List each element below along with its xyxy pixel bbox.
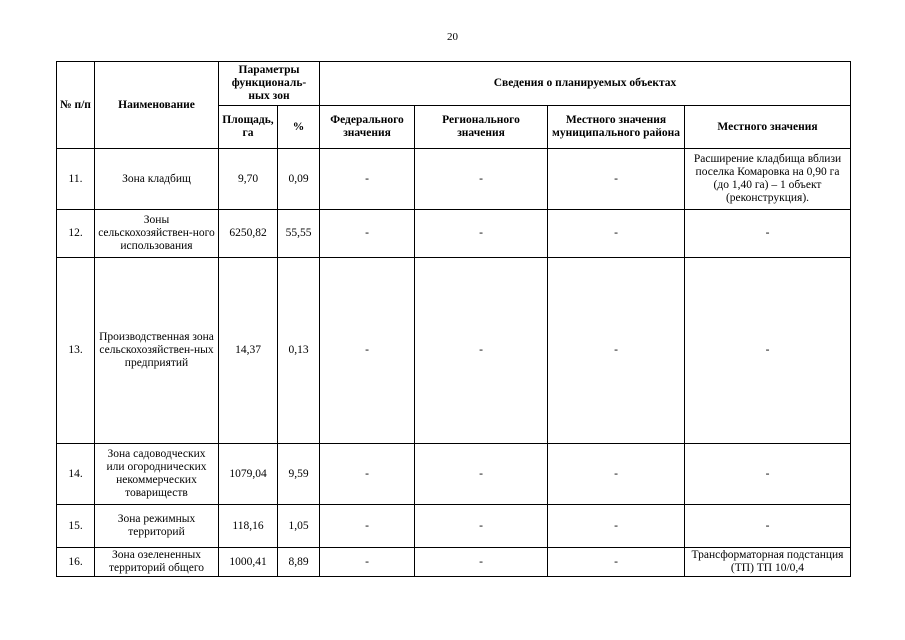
cell-percent: 1,05 bbox=[278, 505, 320, 548]
cell-local: Трансформаторная подстанция (ТП) ТП 10/0,4 bbox=[685, 548, 851, 577]
cell-local: - bbox=[685, 505, 851, 548]
cell-area: 14,37 bbox=[219, 258, 278, 444]
cell-area: 1079,04 bbox=[219, 444, 278, 505]
cell-regional: - bbox=[415, 210, 548, 258]
cell-percent: 0,09 bbox=[278, 149, 320, 210]
cell-municipal: - bbox=[548, 505, 685, 548]
header-municipal: Местного значения муниципального района bbox=[548, 106, 685, 149]
cell-federal: - bbox=[320, 258, 415, 444]
cell-area: 6250,82 bbox=[219, 210, 278, 258]
cell-name: Зона кладбищ bbox=[95, 149, 219, 210]
header-federal: Федерального значения bbox=[320, 106, 415, 149]
cell-federal: - bbox=[320, 210, 415, 258]
cell-num: 16. bbox=[57, 548, 95, 577]
table-row bbox=[57, 548, 851, 577]
cell-municipal: - bbox=[548, 258, 685, 444]
table-row bbox=[57, 149, 851, 210]
cell-num: 13. bbox=[57, 258, 95, 444]
cell-percent: 55,55 bbox=[278, 210, 320, 258]
cell-percent: 8,89 bbox=[278, 548, 320, 577]
cell-local: - bbox=[685, 210, 851, 258]
cell-federal: - bbox=[320, 505, 415, 548]
cell-num: 12. bbox=[57, 210, 95, 258]
cell-regional: - bbox=[415, 548, 548, 577]
header-name: Наименование bbox=[95, 62, 219, 149]
page-number: 20 bbox=[447, 31, 458, 43]
header-planned-objects: Сведения о планируемых объектах bbox=[320, 62, 851, 106]
cell-name: Зона режимных территорий bbox=[95, 505, 219, 548]
cell-regional: - bbox=[415, 444, 548, 505]
cell-name: Производственная зона сельскохозяйствен-ных предприятий bbox=[95, 258, 219, 444]
cell-name: Зоны сельскохозяйствен-ного использования bbox=[95, 210, 219, 258]
cell-local: - bbox=[685, 444, 851, 505]
cell-num: 15. bbox=[57, 505, 95, 548]
cell-num: 14. bbox=[57, 444, 95, 505]
cell-federal: - bbox=[320, 444, 415, 505]
cell-name: Зона садоводческих или огороднических некоммерческих товариществ bbox=[95, 444, 219, 505]
cell-percent: 0,13 bbox=[278, 258, 320, 444]
cell-regional: - bbox=[415, 149, 548, 210]
cell-local: Расширение кладбища вблизи поселка Комаровка на 0,90 га (до 1,40 га) – 1 объект (реконструкция). bbox=[685, 149, 851, 210]
cell-area: 118,16 bbox=[219, 505, 278, 548]
header-percent: % bbox=[278, 106, 320, 149]
cell-municipal: - bbox=[548, 548, 685, 577]
cell-num: 11. bbox=[57, 149, 95, 210]
cell-municipal: - bbox=[548, 210, 685, 258]
header-regional: Регионального значения bbox=[415, 106, 548, 149]
cell-regional: - bbox=[415, 505, 548, 548]
cell-local: - bbox=[685, 258, 851, 444]
cell-name: Зона озелененных территорий общего bbox=[95, 548, 219, 577]
cell-municipal: - bbox=[548, 149, 685, 210]
cell-area: 9,70 bbox=[219, 149, 278, 210]
table-row bbox=[57, 444, 851, 505]
header-local: Местного значения bbox=[685, 106, 851, 149]
cell-percent: 9,59 bbox=[278, 444, 320, 505]
table-row bbox=[57, 258, 851, 444]
cell-area: 1000,41 bbox=[219, 548, 278, 577]
cell-regional: - bbox=[415, 258, 548, 444]
table-row bbox=[57, 505, 851, 548]
header-num: № п/п bbox=[57, 62, 95, 149]
cell-municipal: - bbox=[548, 444, 685, 505]
header-params: Параметры функциональ-ных зон bbox=[219, 62, 320, 106]
cell-federal: - bbox=[320, 548, 415, 577]
planned-objects-table bbox=[56, 61, 851, 577]
header-area: Площадь, га bbox=[219, 106, 278, 149]
cell-federal: - bbox=[320, 149, 415, 210]
table-row bbox=[57, 210, 851, 258]
